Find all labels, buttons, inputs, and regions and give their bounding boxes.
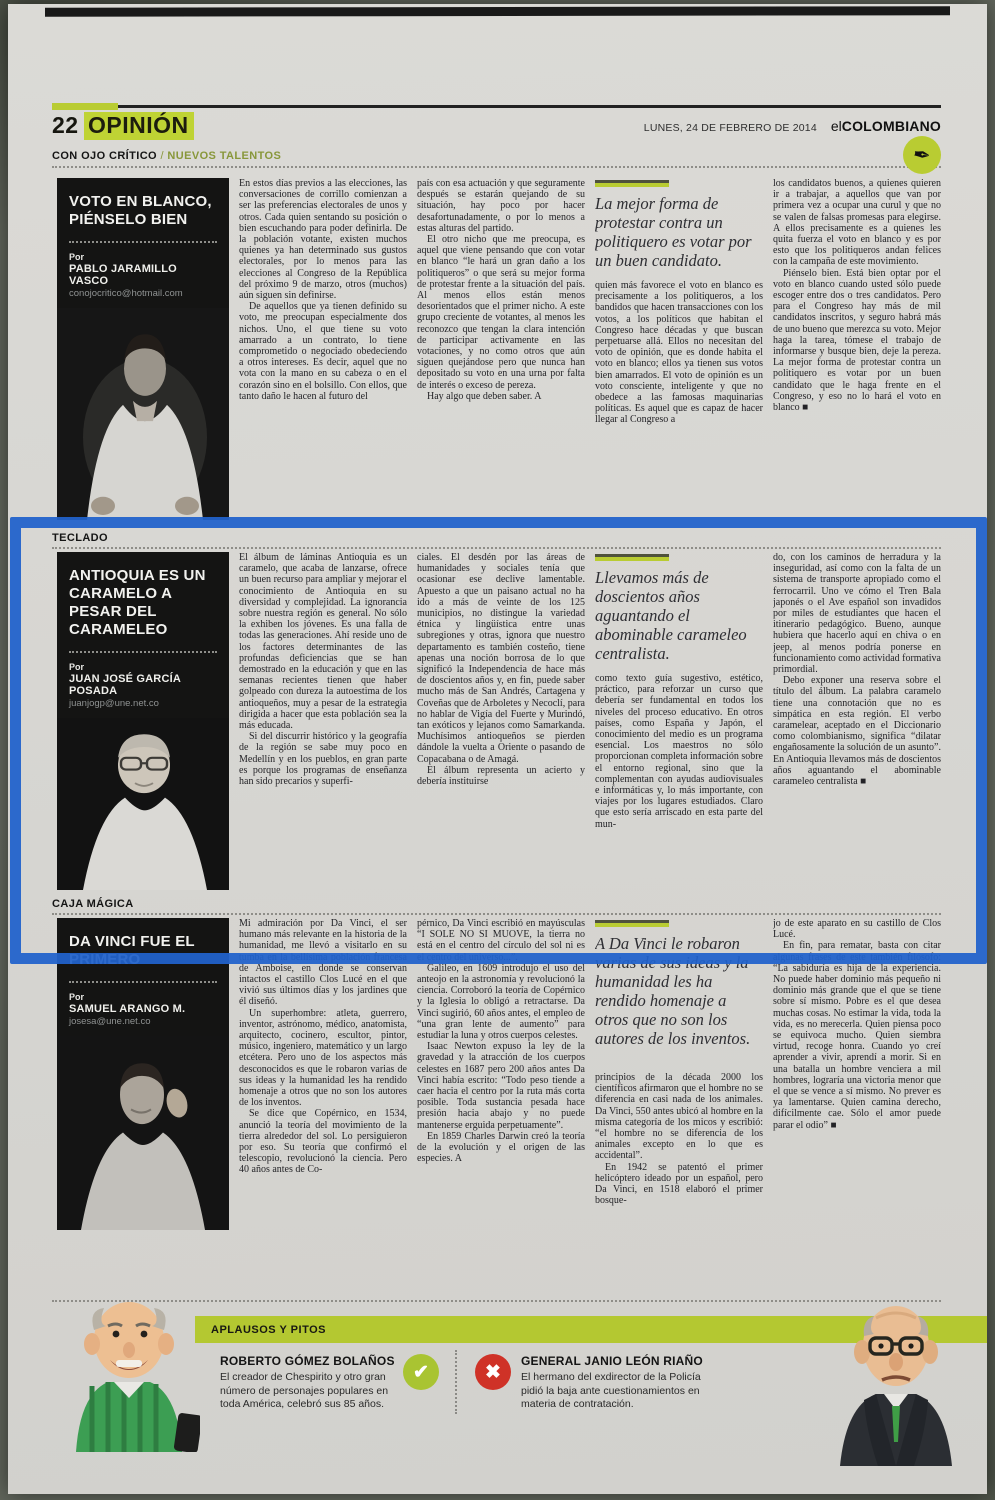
author-name: SAMUEL ARANGO M.: [69, 1003, 186, 1015]
kicker-teclado: TECLADO: [52, 532, 108, 544]
article-title: ANTIOQUIA ES UN CARAMELO A PESAR DEL CARAMELEO: [69, 567, 206, 638]
body-column: pérnico, Da Vinci escribió en mayúsculas “I SOLE NO SI MUOVE, la tierra no está en el centro del círculo del sol ni es el centro del universo...”. Galileo, en 1609 introdujo el uso del anteojo en la astronomía y revolucionó la ciencia. Corroboró la teoría de Copérnico y la Iglesia lo obligó a retractarse. Da Vinci sugirió, 60 años antes, el empleo de “una gran lente de aumento” para estudiar la luna y otros cuerpos celestes. Isaac Newton expuso la ley de la gravedad y la atracción de los cuerpos celestes en 1687 pero 200 años antes Da Vinci había escrito: “Todo peso tiende a caer hacia el centro por la ruta más corta posible. Toda sustancia pesada hace presión hacia abajo y no puede mantenerse erguida perpetuamente”. En 1859 Charles Darwin creó la teoría de la evolución y el origen de las especies. A: [417, 918, 585, 1165]
newspaper-brand: elCOLOMBIANO: [830, 118, 941, 134]
body-column: Mi admiración por Da Vinci, el ser humano más relevante en la historia de la humanidad, me llevó a visitarlo en su tumba en la bellísima población francesa de Amboise, en donde se conservan intactos el castillo Clos Lucé en el que vivió sus últimos días y los jardines que él diseñó. Un superhombre: atleta, guerrero, inventor, astrónomo, médico, anatomista, arquitecto, cocinero, escultor, pintor, músico, ingeniero, matemático y un largo etcétera. Pero uno de los aspectos más desconocidos es que le robaron varias de sus ideas y la humanidad les ha rendido homenaje a otros que no son los autores de los inventos. Se dice que Copérnico, en 1534, anunció la teoría del movimiento de la tierra alrededor del sol. Lo persiguieron por eso. Su teoría que confirmó el telescopio, revolucionó la ciencia. Pero 40 años antes de Co-: [239, 918, 407, 1176]
author-email: conojocritico@hotmail.com: [69, 288, 183, 299]
body-column: El álbum de láminas Antioquia es un caramelo, que acaba de lanzarse, ofrece un buen recurso para ampliar y mejorar el conocimiento de Antioquia en su diversidad y complejidad. La ignorancia sobre nuestra región es general. No sólo la exhiben los jóvenes. Es una falla de todas las generaciones. Ahí reside uno de los factores determinantes de las profundas deficiencias que se han demostrado en la educación y que en las semanas recientes tienen que haber golpeado con dureza la autoestima de los antioqueños, muy a pesar de la estrategia dirigida a hacer que esta población sea la más educada. Si del discurrir histórico y la geografía de la región se sabe muy poco en Medellín y en los pueblos, en gran parte es porque los programas de enseñanza han sido precarios y superfi-: [239, 552, 407, 788]
highlight-rectangle: [10, 517, 987, 964]
author-email: juanjogp@une.net.co: [69, 698, 159, 709]
author-box: VOTO EN BLANCO, PIÉNSELO BIEN Por PABLO JARAMILLO VASCO conojocritico@hotmail.com: [57, 178, 229, 520]
caricature-roberto-gomez: [58, 1286, 200, 1452]
body-column: los candidatos buenos, a quienes quieren ir a trabajar, a aquellos que van por primera vez a ocupar una curul y que no se valen de falsas promesas para elegirse. A ellos precisamente es a quienes les quita fuerza el voto en blanco y es por esto que los politiqueros andan felices con la campaña de este movimiento. Piénselo bien. Está bien optar por el voto en blanco cuando usted sólo puede escoger entre dos o tres candidatos. Pero para el Congreso hay más de mil candidatos inscritos, y seguro habrá más de uno bueno que merezca su voto. Mejor haga la tarea, tómese el trabajo de informarse y busque bien, deje la pereza. La mejor forma de protestar contra un politiquero es votar por un buen candidato que le haga frente en el Congreso, y eso no lo hará el voto en blanco ■: [773, 178, 941, 414]
body-column: país con esa actuación y que seguramente después se estarán quejando de su situación, hay poco por hacer desafortunadamente, o por lo menos a estas alturas del partido. El otro nicho que me preocupa, es aquel que viene pensando que con votar en blanco “le hará un gran daño a los politiqueros” o que será su mejor forma de protestar frente a la situación del país. Al menos ellos están menos desorientados que el primer nicho. A este grupo creciente de votantes, al menos les reconozco que tengan la clara intención de participar activamente en las votaciones, y no como otros que aún siguen quejándose pero que nunca han depositado su voto en una urna por falta de interés o exceso de pereza. Hay algo que deben saber. A: [417, 178, 585, 402]
entry-name: GENERAL JANIO LEÓN RIAÑO: [521, 1354, 703, 1368]
entry-text: El hermano del exdirector de la Policía pidió la baja ante cuestionamientos en materia de contratación.: [521, 1371, 701, 1410]
author-name: PABLO JARAMILLO VASCO: [69, 263, 177, 287]
date-line: LUNES, 24 DE FEBRERO DE 2014: [643, 122, 817, 134]
header-accent-bar: [52, 103, 118, 110]
page-number: 22: [52, 112, 79, 138]
author-email: josesa@une.net.co: [69, 1016, 151, 1027]
section-title: OPINIÓN: [84, 112, 194, 140]
pullquote: Llevamos más de doscientos años aguantando el abominable carameleo centralista.: [595, 568, 747, 663]
body-column: jo de este aparato en su castillo de Clos Lucé. En fin, para rematar, basta con citar algunas frases de este también filósofo: “La sabiduría es hija de la experiencia. No puede haber dominio más pequeño ni dominio más grande que el que se tiene sobre sí mismo. Pobre es el que desea muchas cosas. No estimar la vida, toda la vida, es no merecerla. Quien piensa poco se equivoca mucho. Quien siembra virtud, recoge honra. Cuando yo creí aprender a vivir, aprendí a morir. Si en una batalla un hombre venciera a mil hombres, lograría una victoria menor que el que se vence a sí mismo. No prever es ya lamentarse. Quien camina derecho, difícilmente cae. Sólo el amor puede parar el odio” ■: [773, 918, 941, 1131]
kicker-caja-magica: CAJA MÁGICA: [52, 898, 134, 910]
entry-name: ROBERTO GÓMEZ BOLAÑOS: [220, 1354, 395, 1368]
pullquote-column: Llevamos más de doscientos años aguantando el abominable carameleo centralista. como texto guía sugestivo, estético, práctico, para reforzar un curso que debería ser fundamental en todos los niveles del proceso educativo. En otros países, como España y Japón, el conocimiento del medio es un programa esencial. Los maestros no sólo proporcionan completa información sobre el entorno regional, sino que la complementan con ayudas audiovisuales e informáticas y, lo más importante, con viajes por los lugares estudiados. Claro que esto sería arriscado en esta parte del mun-: [595, 552, 763, 890]
pullquote: La mejor forma de protestar contra un politiquero es votar por un buen candidato.: [595, 194, 752, 270]
article-voto-en-blanco: [57, 178, 941, 520]
vertical-dotted-divider: [455, 1350, 457, 1414]
body-column: do, con los caminos de herradura y la inseguridad, así como con la falta de un sistema de transporte apropiado como el ferrocarril. Uno ve cómo el Tren Bala japonés o el Ave español son invadidos por miles de estudiantes que hacen el itinerario pedagógico. Bueno, aunque hubiera que hacerlo aquí en chiva o en jeep, al menos podría ponerse en funcionamiento como actividad formativa primordial. Debo exponer una reserva sobre el título del álbum. La palabra caramelo tiene una connotación que no es simpática en esta región. El verbo caramelear, aceptado en el Diccionario como colombianismo, significa “dilatar engañosamente la solución de un asunto”. En Antioquia llevamos más de doscientos años aguantando el abominable carameleo centralista ■: [773, 552, 941, 788]
pullquote-accent-bar: [595, 180, 669, 187]
dotted-rule: [52, 166, 941, 168]
aplausos-entry: [220, 1354, 400, 1412]
article-title: VOTO EN BLANCO, PIÉNSELO BIEN: [69, 193, 212, 228]
columnist-photo: [57, 308, 229, 520]
author-box: DA VINCI FUE EL PRIMERO Por SAMUEL ARANGO M. josesa@une.net.co: [57, 918, 229, 1230]
dotted-divider: [69, 241, 217, 243]
cross-icon: ✖: [475, 1354, 511, 1390]
scan-edge: [45, 6, 950, 17]
aplausos-band: APLAUSOS Y PITOS: [195, 1316, 987, 1343]
pitos-entry: [521, 1354, 719, 1412]
opinion-pen-icon: ✒: [903, 136, 941, 174]
article-da-vinci: [57, 918, 941, 1304]
article-title: DA VINCI FUE EL PRIMERO: [69, 933, 195, 968]
columnist-photo: [57, 1036, 229, 1230]
caricature-general-riano: [818, 1290, 970, 1466]
dotted-divider: [69, 981, 217, 983]
pullquote-column: A Da Vinci le robaron varias de sus ideas y la humanidad les ha rendido homenaje a otros que no son los autores de los inventos. principios de la década 2000 los científicos afirmaron que el hombre no se diferencia en casi nada de los animales. Da Vinci, 550 antes ubicó al hombre en la misma categoría de los micos y escribió: “el hombre no se diferencia de los animales excepto en lo que es accidental”. En 1942 se patentó el primer helicóptero ideado por un español, pero Da Vinci, en 1518 elaboró el primer bosque-: [595, 918, 763, 1304]
pullquote: A Da Vinci le robaron varias de sus ideas y la humanidad les ha rendido homenaje a otros que no son los autores de los inventos.: [595, 934, 751, 1048]
kicker-con-ojo-critico: CON OJO CRÍTICO / NUEVOS TALENTOS: [52, 150, 282, 162]
author-name: JUAN JOSÉ GARCÍA POSADA: [69, 673, 181, 697]
header-rule: [118, 105, 941, 108]
masthead-right: [644, 118, 941, 134]
entry-text: El creador de Chespirito y otro gran número de personajes populares en toda América, celebró sus 85 años.: [220, 1371, 389, 1410]
author-box: ANTIOQUIA ES UN CARAMELO A PESAR DEL CARAMELEO Por JUAN JOSÉ GARCÍA POSADA juanjogp@une.net.co: [57, 552, 229, 890]
body-column: En estos días previos a las elecciones, las conversaciones de corrillo comienzan a ser las preferencias electorales de unos y otros. Cada quien sentando su posición o bien escuchando para poder definirla. De la población votante, existen muchos quienes ya han determinado sus gustos electorales, por lo menos para las elecciones al Congreso de la República del próximo 9 de marzo, otros (muchos) aún siguen sin definirse. De aquellos que ya tienen definido su voto, me preocupan especialmente dos nichos. Uno, el que tiene su voto amarrado a un contrato, lo tiene comprometido o negociado obedeciendo a otros intereses. Es decir, aquel que no vota con la mano en su cabeza o en el corazón sino en el bolsillo. Con ellos, que tanto daño le hacen al futuro del: [239, 178, 407, 402]
pullquote-column: La mejor forma de protestar contra un politiquero es votar por un buen candidato. quien más favorece el voto en blanco es precisamente a los politiqueros, a los bandidos que hacen transacciones con los votos, a los políticos que habitan el Congreso hace décadas y que buscan perpetuarse allá. Ellos no necesitan del voto de opinión, que es donde habita el voto en blanco; ellos ya tienen sus votos bien amarrados. El voto de opinión es un voto consciente, inteligente y que no obedece a las famosas maquinarias políticas. Es aquel que es capaz de hacer llegar al Congreso a: [595, 178, 763, 520]
body-column: ciales. El desdén por las áreas de humanidades y sociales tenía que ocasionar ese declive lamentable. Apuesto a que un paisano actual no ha ido a más de veinte de los 125 municipios, no distingue la variedad étnica y lingüística entre unas subregiones y otras, ignora que nuestro departamento es también costeño, tiene apenas una noción borrosa de lo que significó la Independencia de hace más de doscientos años y, en fin, puede saber mucho más de San Andrés, Cartagena y Coveñas que de Arboletes y Necoclí, para no hablar de Vigía del Fuerte y Murindó, tan exóticos y lejanos como Samarkanda. Muchísimos antioqueños se pierden dándole la vuelta a Oriente o pasando de Copacabana o de Amagá. El álbum representa un acierto y debería instituirse: [417, 552, 585, 788]
check-icon: ✔: [403, 1354, 439, 1390]
